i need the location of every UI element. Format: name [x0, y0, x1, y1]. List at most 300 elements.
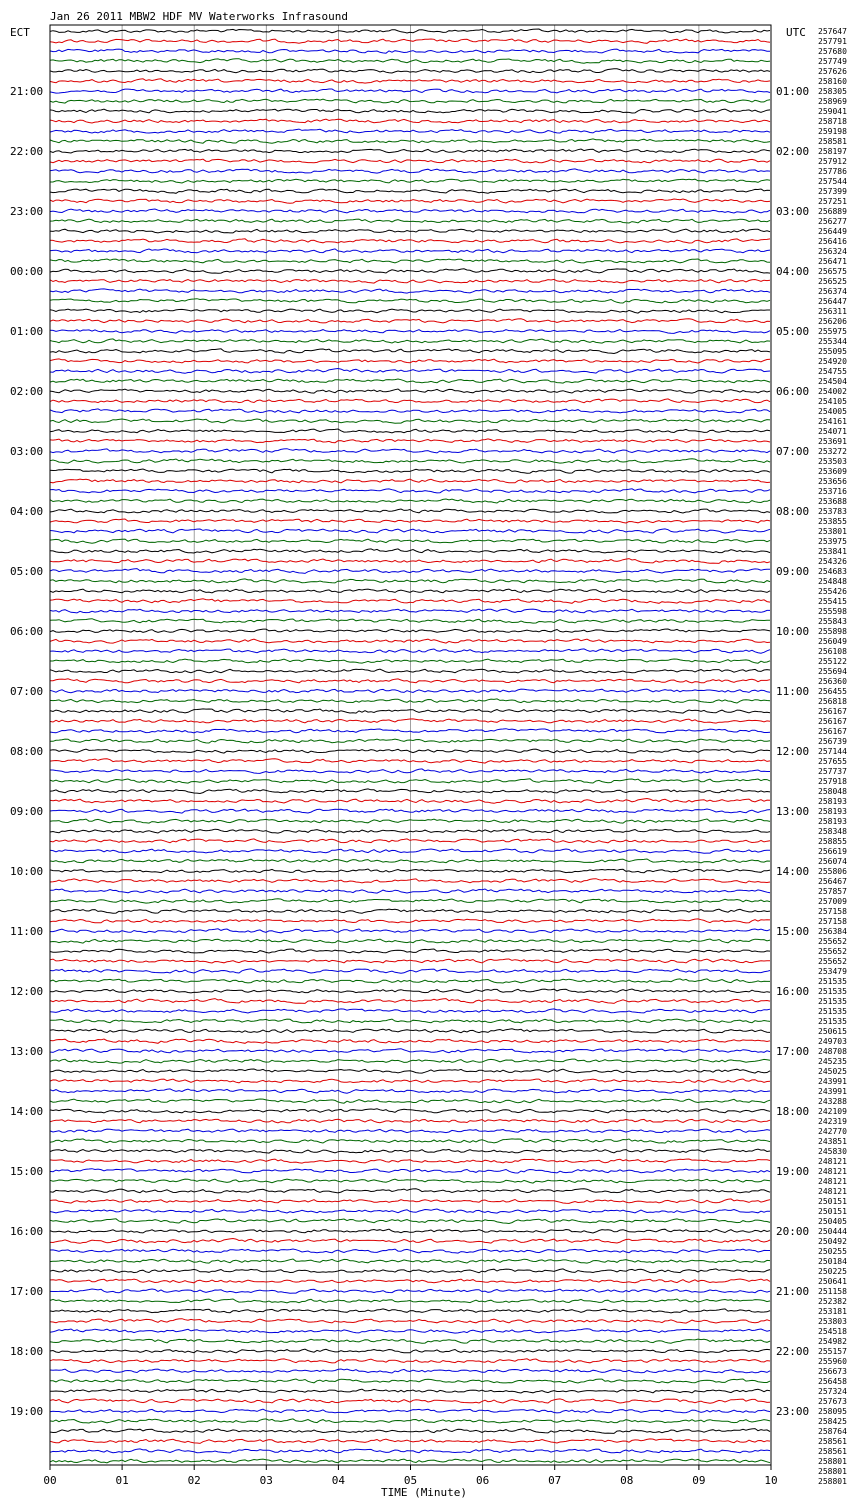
row-value-label: 251158: [818, 1287, 847, 1296]
row-value-label: 243991: [818, 1087, 847, 1096]
trace-row-120: [50, 1229, 770, 1233]
trace-row-135: [50, 1379, 770, 1383]
utc-hour-label: 15:00: [776, 925, 810, 938]
row-value-label: 257544: [818, 177, 847, 186]
trace-row-34: [50, 369, 770, 374]
row-value-label: 258718: [818, 117, 847, 126]
trace-row-79: [50, 819, 770, 823]
row-value-label: 256167: [818, 727, 847, 736]
ect-hour-label: 04:00: [10, 505, 44, 518]
trace-row-106: [50, 1089, 770, 1093]
trace-row-119: [50, 1219, 770, 1224]
ect-hour-label: 03:00: [10, 445, 44, 458]
trace-row-70: [50, 729, 770, 733]
x-axis-ticks: [43, 1465, 777, 1487]
trace-row-2: [50, 49, 770, 53]
row-value-label: 256074: [818, 857, 847, 866]
row-value-label: 253975: [818, 537, 847, 546]
trace-row-29: [50, 319, 770, 323]
trace-row-31: [50, 339, 770, 343]
trace-row-61: [50, 639, 770, 643]
trace-row-26: [50, 289, 770, 293]
x-tick-label: 02: [187, 1474, 201, 1487]
row-value-label: 256360: [818, 677, 847, 686]
trace-row-77: [50, 799, 770, 804]
ect-hour-label: 21:00: [10, 85, 44, 98]
row-value-label: 256374: [818, 287, 847, 296]
row-value-label: 254755: [818, 367, 847, 376]
row-value-label: 255415: [818, 597, 847, 606]
trace-row-63: [50, 659, 770, 663]
trace-row-0: [50, 29, 770, 33]
ect-hour-label: 19:00: [10, 1405, 44, 1418]
trace-row-90: [50, 929, 770, 933]
ect-hour-label: 11:00: [10, 925, 44, 938]
row-value-label: 250444: [818, 1227, 847, 1236]
row-value-label: 255652: [818, 947, 847, 956]
row-value-label: 254504: [818, 377, 847, 386]
row-value-label: 250405: [818, 1217, 847, 1226]
row-value-label: 254982: [818, 1337, 847, 1346]
row-value-label: 258561: [818, 1447, 847, 1456]
trace-row-97: [50, 999, 770, 1004]
row-value-label: 256458: [818, 1377, 847, 1386]
trace-row-47: [50, 499, 770, 503]
row-value-label: 251535: [818, 977, 847, 986]
x-tick-label: 08: [620, 1474, 634, 1487]
trace-row-100: [50, 1029, 770, 1033]
ect-hour-label: 13:00: [10, 1045, 44, 1058]
utc-hour-label: 09:00: [776, 565, 810, 578]
x-tick-label: 09: [692, 1474, 706, 1487]
row-value-label: 258348: [818, 827, 847, 836]
row-value-label: 258193: [818, 797, 847, 806]
x-tick-label: 06: [475, 1474, 490, 1487]
trace-row-142: [50, 1449, 770, 1453]
utc-hour-label: 10:00: [776, 625, 810, 638]
trace-row-46: [50, 489, 770, 493]
trace-row-60: [50, 629, 770, 632]
trace-row-57: [50, 599, 770, 604]
trace-row-35: [50, 379, 770, 383]
trace-row-1: [50, 39, 770, 43]
ect-hour-label: 00:00: [10, 265, 44, 278]
trace-row-140: [50, 1429, 770, 1434]
row-value-label: 245025: [818, 1067, 847, 1076]
x-tick-label: 07: [548, 1474, 562, 1487]
trace-row-50: [50, 529, 770, 533]
row-value-label: 255898: [818, 627, 847, 636]
row-value-label: 257144: [818, 747, 847, 756]
utc-hour-label: 08:00: [776, 505, 810, 518]
trace-row-80: [50, 829, 770, 833]
utc-hour-label: 16:00: [776, 985, 810, 998]
row-value-label: 258801: [818, 1467, 847, 1476]
row-value-label: 258160: [818, 77, 847, 86]
trace-row-43: [50, 459, 770, 463]
row-value-label: 257655: [818, 757, 847, 766]
utc-hour-label: 23:00: [776, 1405, 810, 1418]
trace-row-112: [50, 1149, 770, 1153]
row-value-label: 245830: [818, 1147, 847, 1156]
trace-row-105: [50, 1079, 770, 1083]
row-value-label: 248708: [818, 1047, 847, 1056]
trace-row-104: [50, 1069, 770, 1073]
trace-row-98: [50, 1009, 770, 1013]
ect-hour-label: 10:00: [10, 865, 44, 878]
row-value-label: 253479: [818, 967, 847, 976]
trace-row-72: [50, 749, 770, 753]
trace-row-108: [50, 1109, 770, 1113]
trace-row-55: [50, 579, 770, 583]
ect-hour-label: 09:00: [10, 805, 44, 818]
trace-row-88: [50, 909, 770, 913]
ect-hour-label: 23:00: [10, 205, 44, 218]
row-value-label: 259198: [818, 127, 847, 136]
ect-hour-label: 07:00: [10, 685, 44, 698]
trace-row-10: [50, 129, 770, 133]
row-value-label: 256049: [818, 637, 847, 646]
trace-row-137: [50, 1399, 770, 1403]
utc-hour-label: 17:00: [776, 1045, 810, 1058]
trace-row-87: [50, 899, 770, 903]
ect-hour-label: 06:00: [10, 625, 44, 638]
trace-row-99: [50, 1019, 770, 1023]
trace-row-3: [50, 59, 770, 64]
trace-row-121: [50, 1239, 770, 1244]
trace-row-131: [50, 1339, 770, 1343]
row-value-label: 254848: [818, 577, 847, 586]
trace-row-32: [50, 349, 770, 354]
ect-hour-label: 18:00: [10, 1345, 44, 1358]
trace-row-37: [50, 399, 770, 403]
row-value-label: 257680: [818, 47, 847, 56]
utc-hour-label: 04:00: [776, 265, 810, 278]
row-value-label: 248121: [818, 1167, 847, 1176]
trace-row-64: [50, 669, 770, 673]
ect-hour-label: 01:00: [10, 325, 44, 338]
trace-row-133: [50, 1359, 770, 1363]
trace-row-30: [50, 330, 770, 334]
left-hour-labels: [10, 85, 43, 1418]
trace-row-20: [50, 229, 770, 233]
trace-row-41: [50, 439, 770, 443]
row-value-label: 256818: [818, 697, 847, 706]
trace-row-82: [50, 849, 770, 853]
trace-row-24: [50, 269, 770, 274]
trace-row-38: [50, 409, 770, 413]
row-value-label: 256108: [818, 647, 847, 656]
row-value-label: 256619: [818, 847, 847, 856]
trace-row-130: [50, 1329, 770, 1333]
row-value-label: 254326: [818, 557, 847, 566]
trace-row-8: [50, 109, 770, 113]
trace-row-95: [50, 979, 770, 983]
row-value-label: 253688: [818, 497, 847, 506]
trace-row-9: [50, 119, 770, 123]
rms-value-labels: [818, 27, 847, 1486]
row-value-label: 257626: [818, 67, 847, 76]
row-value-label: 243288: [818, 1097, 847, 1106]
row-value-label: 258197: [818, 147, 847, 156]
trace-row-49: [50, 519, 770, 523]
trace-row-15: [50, 179, 770, 183]
trace-row-91: [50, 939, 770, 943]
ect-hour-label: 22:00: [10, 145, 44, 158]
row-value-label: 250184: [818, 1257, 847, 1266]
row-value-label: 251535: [818, 987, 847, 996]
utc-hour-label: 12:00: [776, 745, 810, 758]
row-value-label: 256455: [818, 687, 847, 696]
row-value-label: 252382: [818, 1297, 847, 1306]
row-value-label: 257399: [818, 187, 847, 196]
row-value-label: 254071: [818, 427, 847, 436]
trace-row-58: [50, 609, 770, 613]
trace-row-51: [50, 539, 770, 543]
trace-row-127: [50, 1299, 770, 1303]
trace-row-36: [50, 389, 770, 393]
trace-row-53: [50, 559, 770, 564]
left-axis-label: ECT: [10, 26, 30, 39]
trace-row-45: [50, 479, 770, 483]
utc-hour-label: 02:00: [776, 145, 810, 158]
trace-row-69: [50, 719, 770, 723]
row-value-label: 250615: [818, 1027, 847, 1036]
row-value-label: 258095: [818, 1407, 847, 1416]
row-value-label: 257791: [818, 37, 847, 46]
row-value-label: 255694: [818, 667, 847, 676]
trace-row-7: [50, 99, 770, 103]
row-value-label: 248121: [818, 1177, 847, 1186]
trace-row-117: [50, 1199, 770, 1204]
row-value-label: 258801: [818, 1457, 847, 1466]
right-hour-labels: [776, 85, 809, 1418]
row-value-label: 249703: [818, 1037, 847, 1046]
trace-row-102: [50, 1049, 770, 1053]
utc-hour-label: 05:00: [776, 325, 810, 338]
trace-row-109: [50, 1119, 770, 1123]
chart-title: Jan 26 2011 MBW2 HDF MV Waterworks Infrasound: [50, 10, 349, 23]
row-value-label: 257158: [818, 907, 847, 916]
row-value-label: 256311: [818, 307, 847, 316]
trace-row-143: [50, 1459, 770, 1463]
trace-row-19: [50, 219, 770, 223]
trace-row-118: [50, 1209, 770, 1213]
ect-hour-label: 14:00: [10, 1105, 44, 1118]
row-value-label: 258305: [818, 87, 847, 96]
trace-row-4: [50, 69, 770, 73]
trace-row-56: [50, 589, 770, 593]
row-value-label: 257918: [818, 777, 847, 786]
row-value-label: 255095: [818, 347, 847, 356]
row-value-label: 257158: [818, 917, 847, 926]
trace-row-126: [50, 1289, 770, 1293]
row-value-label: 253503: [818, 457, 847, 466]
utc-hour-label: 19:00: [776, 1165, 810, 1178]
row-value-label: 242109: [818, 1107, 847, 1116]
row-value-label: 256575: [818, 267, 847, 276]
row-value-label: 251535: [818, 1017, 847, 1026]
trace-row-103: [50, 1059, 770, 1063]
trace-row-101: [50, 1039, 770, 1043]
trace-row-128: [50, 1309, 770, 1313]
row-value-label: 254105: [818, 397, 847, 406]
x-tick-label: 03: [259, 1474, 273, 1487]
row-value-label: 257786: [818, 167, 847, 176]
trace-row-6: [50, 89, 770, 93]
row-value-label: 243851: [818, 1137, 847, 1146]
row-value-label: 255652: [818, 937, 847, 946]
row-value-label: 258801: [818, 1477, 847, 1486]
trace-row-113: [50, 1159, 770, 1163]
row-value-label: 258855: [818, 837, 847, 846]
trace-row-27: [50, 299, 770, 303]
trace-row-33: [50, 359, 770, 363]
trace-row-76: [50, 789, 770, 794]
row-value-label: 253609: [818, 467, 847, 476]
trace-row-81: [50, 839, 770, 843]
utc-hour-label: 11:00: [776, 685, 810, 698]
trace-row-39: [50, 419, 770, 423]
ect-hour-label: 05:00: [10, 565, 44, 578]
trace-row-16: [50, 189, 770, 193]
trace-row-67: [50, 699, 770, 703]
row-value-label: 254005: [818, 407, 847, 416]
row-value-label: 253783: [818, 507, 847, 516]
trace-row-110: [50, 1129, 770, 1133]
trace-row-22: [50, 249, 770, 253]
row-value-label: 256277: [818, 217, 847, 226]
ect-hour-label: 02:00: [10, 385, 44, 398]
row-value-label: 258048: [818, 787, 847, 796]
trace-row-136: [50, 1389, 770, 1393]
trace-row-125: [50, 1279, 770, 1283]
row-value-label: 254002: [818, 387, 847, 396]
row-value-label: 254161: [818, 417, 847, 426]
trace-row-44: [50, 469, 770, 473]
trace-row-74: [50, 769, 770, 774]
trace-row-124: [50, 1269, 770, 1273]
trace-row-134: [50, 1369, 770, 1373]
trace-row-84: [50, 869, 770, 873]
trace-row-129: [50, 1319, 770, 1323]
row-value-label: 250151: [818, 1197, 847, 1206]
trace-row-40: [50, 429, 770, 433]
row-value-label: 254683: [818, 567, 847, 576]
row-value-label: 258581: [818, 137, 847, 146]
trace-row-17: [50, 199, 770, 203]
row-value-label: 255598: [818, 607, 847, 616]
utc-hour-label: 22:00: [776, 1345, 810, 1358]
row-value-label: 257009: [818, 897, 847, 906]
utc-hour-label: 21:00: [776, 1285, 810, 1298]
utc-hour-label: 20:00: [776, 1225, 810, 1238]
row-value-label: 257647: [818, 27, 847, 36]
row-value-label: 256167: [818, 717, 847, 726]
trace-row-122: [50, 1249, 770, 1253]
row-value-label: 255122: [818, 657, 847, 666]
row-value-label: 253801: [818, 527, 847, 536]
row-value-label: 242319: [818, 1117, 847, 1126]
ect-hour-label: 16:00: [10, 1225, 44, 1238]
row-value-label: 257324: [818, 1387, 847, 1396]
trace-row-141: [50, 1439, 770, 1444]
trace-row-62: [50, 649, 770, 653]
utc-hour-label: 03:00: [776, 205, 810, 218]
trace-row-116: [50, 1189, 770, 1193]
row-value-label: 258425: [818, 1417, 847, 1426]
utc-hour-label: 07:00: [776, 445, 810, 458]
row-value-label: 253656: [818, 477, 847, 486]
row-value-label: 253716: [818, 487, 847, 496]
x-axis-label: TIME (Minute): [380, 1486, 468, 1499]
x-tick-label: 01: [115, 1474, 129, 1487]
row-value-label: 257912: [818, 157, 847, 166]
row-value-label: 256471: [818, 257, 847, 266]
row-value-label: 250151: [818, 1207, 847, 1216]
trace-row-73: [50, 759, 770, 763]
row-value-label: 253841: [818, 547, 847, 556]
row-value-label: 255843: [818, 617, 847, 626]
row-value-label: 243991: [818, 1077, 847, 1086]
utc-hour-label: 13:00: [776, 805, 810, 818]
x-tick-label: 04: [331, 1474, 346, 1487]
row-value-label: 248121: [818, 1157, 847, 1166]
row-value-label: 250225: [818, 1267, 847, 1276]
trace-row-75: [50, 779, 770, 783]
row-value-label: 256447: [818, 297, 847, 306]
trace-row-96: [50, 989, 770, 993]
trace-row-138: [50, 1409, 770, 1413]
row-value-label: 258193: [818, 817, 847, 826]
row-value-label: 255426: [818, 587, 847, 596]
trace-row-132: [50, 1349, 770, 1353]
trace-row-28: [50, 309, 770, 313]
trace-row-86: [50, 889, 770, 893]
row-value-label: 253691: [818, 437, 847, 446]
row-value-label: 255344: [818, 337, 847, 346]
trace-row-93: [50, 959, 770, 963]
ect-hour-label: 15:00: [10, 1165, 44, 1178]
row-value-label: 255652: [818, 957, 847, 966]
trace-row-13: [50, 159, 770, 163]
row-value-label: 253272: [818, 447, 847, 456]
row-value-label: 253803: [818, 1317, 847, 1326]
row-value-label: 251535: [818, 997, 847, 1006]
trace-row-25: [50, 279, 770, 283]
row-value-label: 242770: [818, 1127, 847, 1136]
row-value-label: 255975: [818, 327, 847, 336]
trace-row-89: [50, 919, 770, 923]
row-value-label: 258969: [818, 97, 847, 106]
traces: [50, 29, 770, 1463]
row-value-label: 256167: [818, 707, 847, 716]
row-value-label: 257749: [818, 57, 847, 66]
trace-row-115: [50, 1179, 770, 1183]
trace-row-12: [50, 149, 770, 153]
x-tick-label: 00: [43, 1474, 57, 1487]
trace-row-68: [50, 709, 770, 713]
ect-hour-label: 17:00: [10, 1285, 44, 1298]
row-value-label: 256739: [818, 737, 847, 746]
row-value-label: 245235: [818, 1057, 847, 1066]
row-value-label: 253855: [818, 517, 847, 526]
trace-row-139: [50, 1419, 770, 1423]
trace-row-94: [50, 969, 770, 973]
row-value-label: 255806: [818, 867, 847, 876]
trace-row-111: [50, 1139, 770, 1143]
row-value-label: 250641: [818, 1277, 847, 1286]
